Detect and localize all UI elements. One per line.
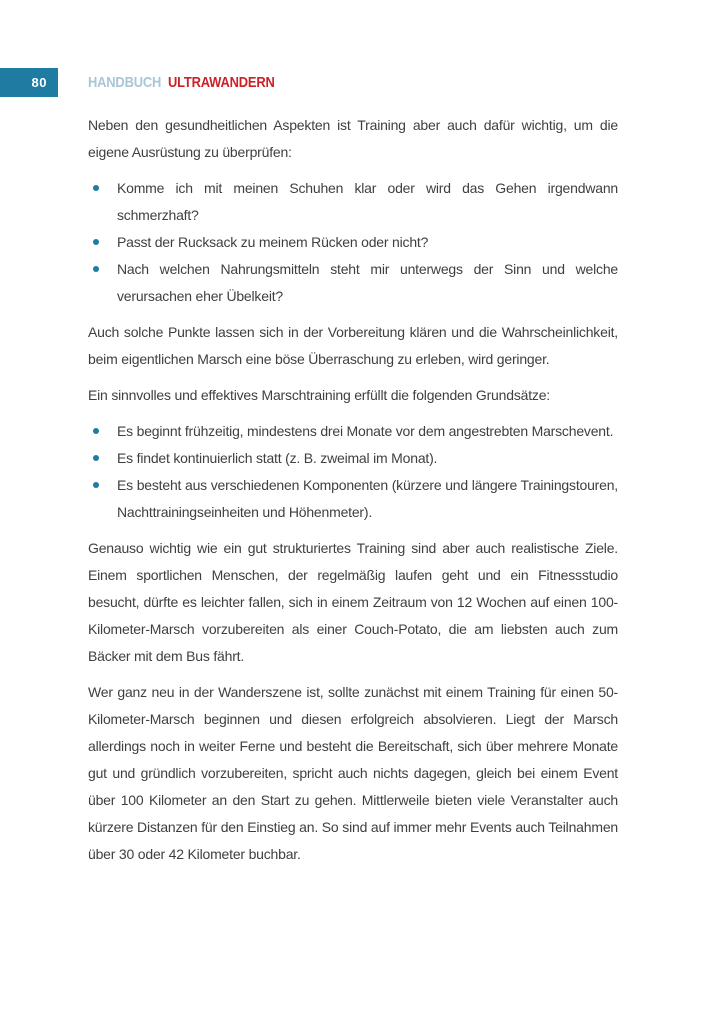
paragraph-beginners: Wer ganz neu in der Wanderszene ist, sollte zunächst mit einem Training für einen 50-Kilometer-Marsch beginnen und diesen erfolgreich absolvieren. Liegt der Marsch allerdings noch in weiter Ferne und besteht die Bereitschaft, sich über mehrere Monate gut und gründlich vorzubereiten, spricht auch nichts dagegen, gleich bei einem Event über 100 Kilometer an den Start zu gehen. Mittlerweile bieten viele Veranstalter auch kürzere Distanzen für den Einstieg an. So sind auf immer mehr Events auch Teilnahmen über 30 oder 42 Kilometer buchbar. bbox=[88, 684, 618, 862]
bullet-icon bbox=[93, 185, 99, 191]
bullet-icon bbox=[93, 266, 99, 272]
bullet-list-principles bbox=[88, 418, 618, 526]
list-item-text: Komme ich mit meinen Schuhen klar oder wird das Gehen irgendwann schmerzhaft? bbox=[117, 180, 618, 223]
bullet-icon bbox=[93, 482, 99, 488]
list-item bbox=[88, 256, 618, 310]
bullet-icon bbox=[93, 455, 99, 461]
bullet-icon bbox=[93, 239, 99, 245]
list-item-text: Es beginnt frühzeitig, mindestens drei Monate vor dem angestrebten Marschevent. bbox=[117, 423, 614, 439]
list-item bbox=[88, 229, 618, 256]
bullet-icon bbox=[93, 428, 99, 434]
page-content bbox=[88, 112, 618, 877]
list-item-text: Es findet kontinuierlich statt (z. B. zweimal im Monat). bbox=[117, 450, 438, 466]
page-number-badge: 80 bbox=[0, 68, 58, 97]
list-item-text: Nach welchen Nahrungsmitteln steht mir unterwegs der Sinn und welche verursachen eher Übelkeit? bbox=[117, 261, 618, 304]
paragraph-realistic-goals: Genauso wichtig wie ein gut strukturiertes Training sind aber auch realistische Ziele. Einem sportlichen Menschen, der regelmäßig laufen geht und ein Fitnessstudio besucht, dürfte es leichter fallen, sich in einem Zeitraum von 12 Wochen auf einen 100-Kilometer-Marsch vorzubereiten als einer Couch-Potato, die am liebsten auch zum Bäcker mit dem Bus fährt. bbox=[88, 540, 618, 664]
list-item-text: Es besteht aus verschiedenen Komponenten (kürzere und längere Trainingstouren, Nachttrainingseinheiten und Höhenmeter). bbox=[117, 477, 618, 520]
paragraph-preparation: Auch solche Punkte lassen sich in der Vorbereitung klären und die Wahrscheinlichkeit, beim eigentlichen Marsch eine böse Überraschung zu erleben, wird geringer. bbox=[88, 324, 618, 367]
list-item-text: Passt der Rucksack zu meinem Rücken oder nicht? bbox=[117, 234, 429, 250]
list-item bbox=[88, 418, 618, 445]
paragraph-intro: Neben den gesundheitlichen Aspekten ist Training aber auch dafür wichtig, um die eigene Ausrüstung zu überprüfen: bbox=[88, 117, 618, 160]
running-header bbox=[88, 74, 275, 91]
header-title-handbuch: HANDBUCH bbox=[88, 74, 162, 91]
list-item bbox=[88, 472, 618, 526]
paragraph-principles-lead: Ein sinnvolles und effektives Marschtraining erfüllt die folgenden Grundsätze: bbox=[88, 387, 550, 403]
header-title-ultrawandern: ULTRAWANDERN bbox=[168, 74, 275, 91]
list-item bbox=[88, 175, 618, 229]
bullet-list-equipment bbox=[88, 175, 618, 310]
list-item bbox=[88, 445, 618, 472]
